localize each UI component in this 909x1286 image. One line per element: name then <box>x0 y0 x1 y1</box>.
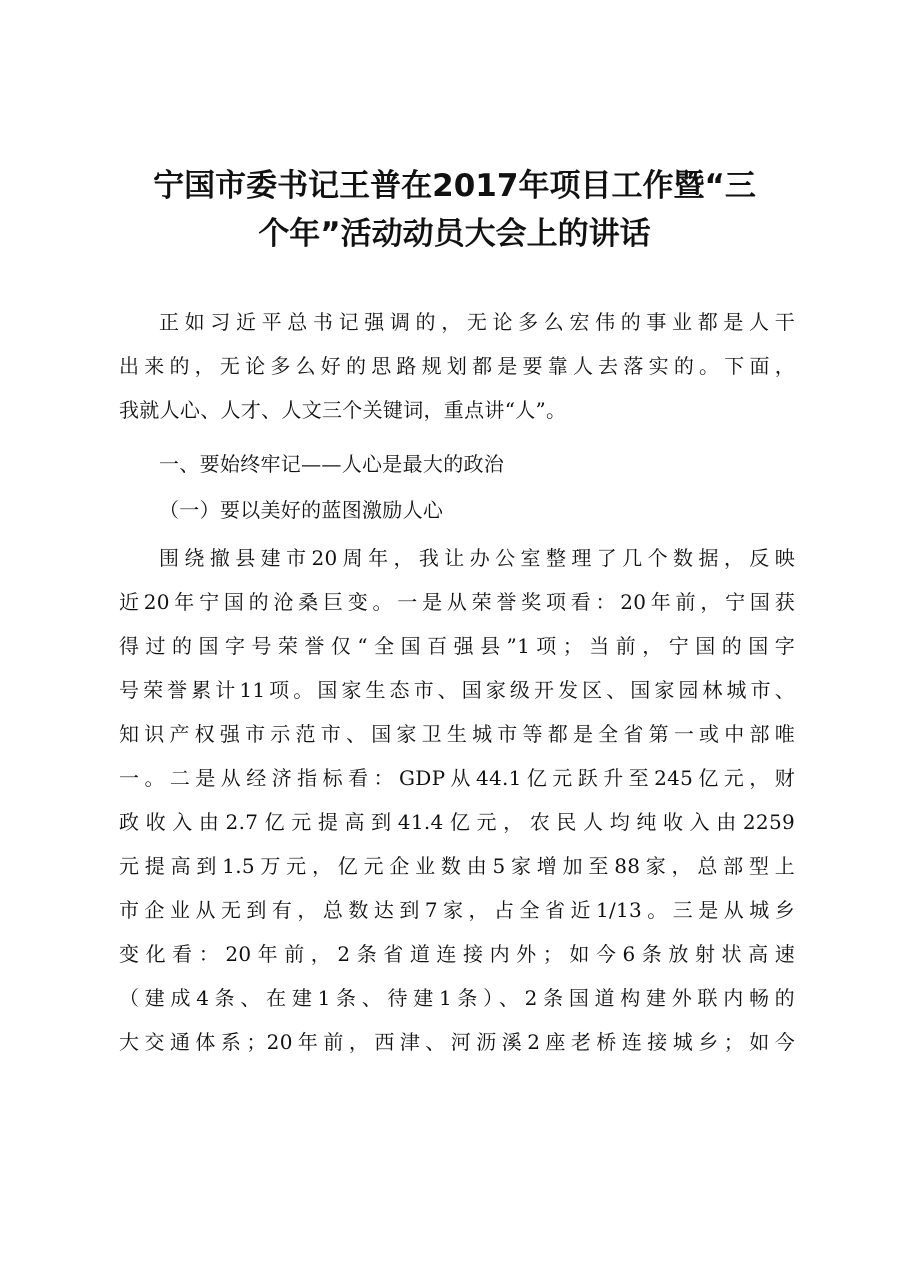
document-title-line-2: 个年”活动动员大会上的讲话 <box>258 216 651 252</box>
body-line-9: 市企业从无到有，总数达到7家，占全省近1/13。三是从城乡 <box>119 898 795 922</box>
body-line-7: 政收入由2.7亿元提高到41.4亿元，农民人均纯收入由2259 <box>119 810 795 834</box>
body-line-3: 得过的国字号荣誉仅“全国百强县”1项；当前，宁国的国字 <box>119 634 795 658</box>
body-line-8: 元提高到1.5万元，亿元企业数由5家增加至88家，总部型上 <box>119 854 795 878</box>
document-title-line-1: 宁国市委书记王普在2017年项目工作暨“三 <box>153 168 756 204</box>
body-line-12: 大交通体系；20年前，西津、河沥溪2座老桥连接城乡；如今 <box>119 1030 795 1054</box>
body-line-10: 变化看：20年前，2条省道连接内外；如今6条放射状高速 <box>119 942 795 966</box>
section-heading <box>119 442 795 486</box>
body-paragraph <box>119 536 795 1064</box>
intro-line-2: 出来的，无论多么好的思路规划都是要靠人去落实的。下面， <box>119 354 795 378</box>
body-line-6: 一。二是从经济指标看：GDP从44.1亿元跃升至245亿元，财 <box>119 766 795 790</box>
body-line-2: 近20年宁国的沧桑巨变。一是从荣誉奖项看：20年前，宁国获 <box>119 590 795 614</box>
body-line-4: 号荣誉累计11项。国家生态市、国家级开发区、国家园林城市、 <box>119 678 795 702</box>
body-line-11: （建成4条、在建1条、待建1条）、2条国道构建外联内畅的 <box>119 986 795 1010</box>
section-heading-text: 一、要始终牢记——人心是最大的政治 <box>159 452 505 476</box>
subsection-heading-text: （一）要以美好的蓝图激励人心 <box>159 498 444 522</box>
intro-line-3: 我就人心、人才、人文三个关键词，重点讲“人”。 <box>119 398 567 422</box>
intro-paragraph <box>119 300 795 432</box>
body-line-5: 知识产权强市示范市、国家卫生城市等都是全省第一或中部唯 <box>119 722 795 746</box>
subsection-heading <box>119 488 795 532</box>
intro-line-1: 正如习近平总书记强调的，无论多么宏伟的事业都是人干 <box>159 310 795 334</box>
body-line-1: 围绕撤县建市20周年，我让办公室整理了几个数据，反映 <box>159 546 795 570</box>
